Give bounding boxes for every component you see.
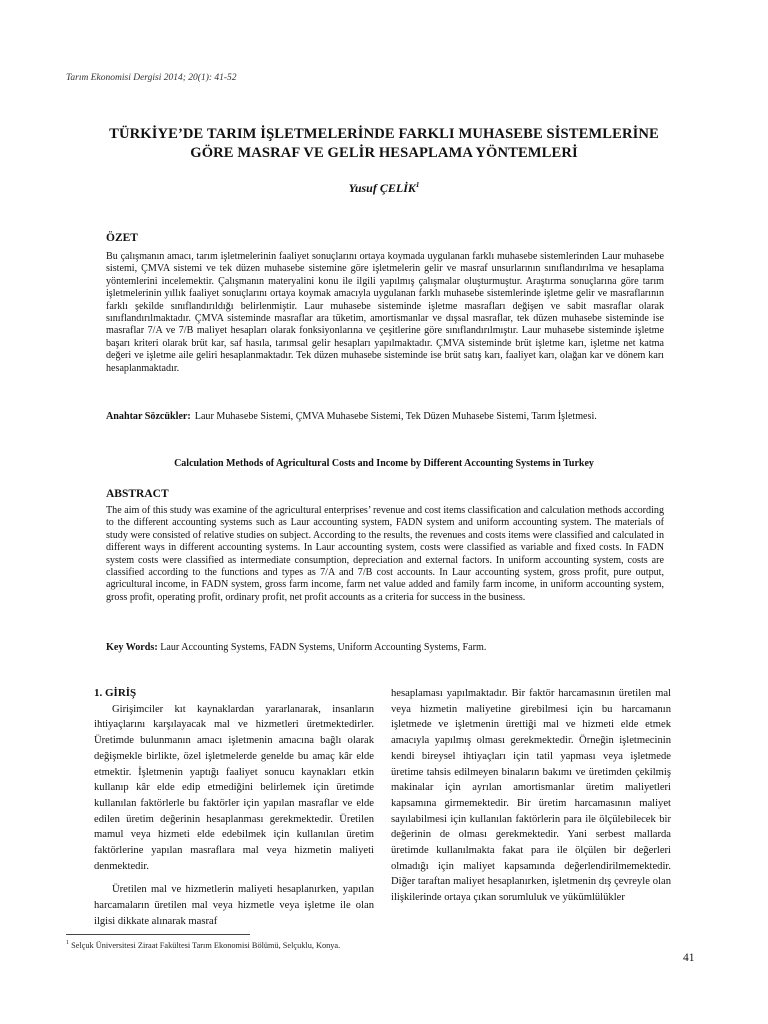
footnote-mark: 1 xyxy=(66,940,69,946)
turkish-keywords-text: Laur Muhasebe Sistemi, ÇMVA Muhasebe Sistemi, Tek Düzen Muhasebe Sistemi, Tarım İşletmesi. xyxy=(194,411,597,422)
left-column xyxy=(94,686,374,930)
footnote-text: Selçuk Üniversitesi Ziraat Fakültesi Tarım Ekonomisi Bölümü, Selçuklu, Konya. xyxy=(71,940,341,950)
turkish-keywords-label: Anahtar Sözcükler: xyxy=(106,411,191,422)
left-paragraph-2: Üretilen mal ve hizmetlerin maliyeti hesaplanırken, yapılan harcamaların üretilen mal veya hizmetle veya işletme ile olan ilgisi dikkate alınarak masraf xyxy=(94,884,374,927)
abstract-text: The aim of this study was examine of the agricultural enterprises’ revenue and cost items classification and calculation methods according to the different accounting systems such as Laur accounting system, FADN system and uniform accounting system. The materials of study were consisted of relative studies on subject. According to the results, the revenues and costs items were classified and calculated in different ways in different accounting systems. In Laur accounting system, costs were classified as variable and fixed costs. In FADN system costs were classified as intermediate consumption, depreciation and external factors. In uniform accounting system, costs are classified according to the functions and types as 7/A and 7/B cost accounts. In Laur accounting system, gross profit, pure output, agricultural income, in FADN system, gross farm income, farm net value added and family farm income, in uniform accounting system, gross profit, operating profit, ordinary profit, net profit accounts as a criteria for success in the business. xyxy=(106,505,664,603)
english-keywords-label: Key Words: xyxy=(106,642,158,653)
author-footnote-mark: 1 xyxy=(415,181,420,189)
english-keywords xyxy=(106,642,666,654)
intro-heading: 1. GİRİŞ xyxy=(94,687,137,699)
title-line-2: GÖRE MASRAF VE GELİR HESAPLAMA YÖNTEMLERİ xyxy=(190,145,578,161)
abstract-heading: ABSTRACT xyxy=(106,488,169,500)
author xyxy=(0,181,768,196)
right-paragraph-1: hesaplaması yapılmaktadır. Bir faktör harcamasının üretilen mal veya hizmetin maliyetine girebilmesi için bu harcamanın işletmede ve işletmenin ürettiği mal ve hizmeti elde etmek amacıyla yapılmış olması gerekmektedir. Örneğin işletmecinin kendi bireysel ihtiyaçları için tatil yapması veya işletmede üretime tahsis edilmeyen binaların bakımı ve üretimden çekilmiş makinalar için ayrılan amortismanlar üretim maliyetleri kapsamına girmemektedir. Bir üretim harcamasının maliyet sayılabilmesi için kullanılan faktörlerin para ile ölçülebilecek bir değerinin de olması gerekmektedir. Yani serbest mallarda üretimde kullanılmakta fakat para ile ölçülen bir değerleri olmadığı için maliyet kapsamında değerlendirilmemektedir. Diğer taraftan maliyet hesaplanırken, işletmenin dış çevreyle olan ilişkilerinde ortaya çıkan sorumluluk ve yükümlülükler xyxy=(391,688,671,904)
turkish-keywords xyxy=(106,411,666,423)
ozet-text: Bu çalışmanın amacı, tarım işletmelerinin faaliyet sonuçlarını ortaya koymada uygulanan farklı muhasebe sistemlerinden Laur muhasebe sistemi, ÇMVA sistemi ve tek düzen muhasebe sistemine göre işletmelerin gelir ve masraf unsurlarının sınıflandırılma ve hesaplama yöntemlerini incelemektir. Çalışmanın materyalini konu ile ilgili yapılmış çalışmalar oluşturmuştur. Araştırma sonuçlarına göre tarım işletmelerinin yıllık faaliyet sonuçlarını ortaya koymak amacıyla uygulanan farklı muhasebe sistemlerinde işletme gelir ve masraflarının farklı şekilde sınıflandırıldığı belirlenmiştir. Laur muhasebe sisteminde işletme masrafları değişen ve sabit masraflar olarak sınıflandırılmaktadır. ÇMVA sisteminde masraflar ara tüketim, amortismanlar ve dışsal masraflar, tek düzen muhasebe sisteminde ise masraflar 7/A ve 7/B maliyet hesapları olarak fonksiyonlarına ve çeşitlerine göre sınıflandırılmıştır. Laur muhasebe sisteminde işletme başarı kriteri olarak brüt kar, saf hasıla, tarımsal gelir hesapları yapılmaktadır. ÇMVA sisteminde brüt işletme karı, işletme net katma değeri ve işletme aile geliri hesaplanmaktadır. Tek düzen muhasebe sisteminde ise brüt satış karı, faaliyet karı, olağan kar ve dönem karı hesaplanmaktadır. xyxy=(106,251,664,374)
paper-title xyxy=(70,125,698,163)
footnote-rule xyxy=(66,934,250,935)
right-column xyxy=(391,686,671,906)
title-line-1: TÜRKİYE’DE TARIM İŞLETMELERİNDE FARKLI MUHASEBE SİSTEMLERİNE xyxy=(109,126,659,142)
author-name: Yusuf ÇELİK xyxy=(348,181,416,195)
left-paragraph-1: Girişimciler kıt kaynaklardan yararlanarak, insanların ihtiyaçlarını karşılayacak mal ve hizmetleri üretmektedirler. Üretimde bulunmanın amacı işletmenin amacına bağlı olarak değişmekle birlikte, özel işletmelerde genelde bu amaç kâr elde etmektir. İşletmenin yaptığı faaliyet sonucu kaynakları etkin kullanıp kâr elde edip etmediğini belirlemek için üretimde kullanılan faktörlerle bu faktörler için yapılan masraflar ve elde edilen üretim değerinin hesaplanması gerekmektedir. Üretilen mamul veya hizmeti elde edebilmek için kullanılan üretim faktörlerine yapılan masraflara mal veya hizmetin maliyeti denmektedir. xyxy=(94,703,374,872)
english-title: Calculation Methods of Agricultural Costs and Income by Different Accounting Systems in Turkey xyxy=(174,458,594,469)
english-keywords-text: Laur Accounting Systems, FADN Systems, Uniform Accounting Systems, Farm. xyxy=(160,642,487,653)
journal-header: Tarım Ekonomisi Dergisi 2014; 20(1): 41-52 xyxy=(66,73,237,83)
ozet-heading: ÖZET xyxy=(106,232,138,244)
footnote xyxy=(66,940,340,950)
page-number: 41 xyxy=(683,952,695,964)
